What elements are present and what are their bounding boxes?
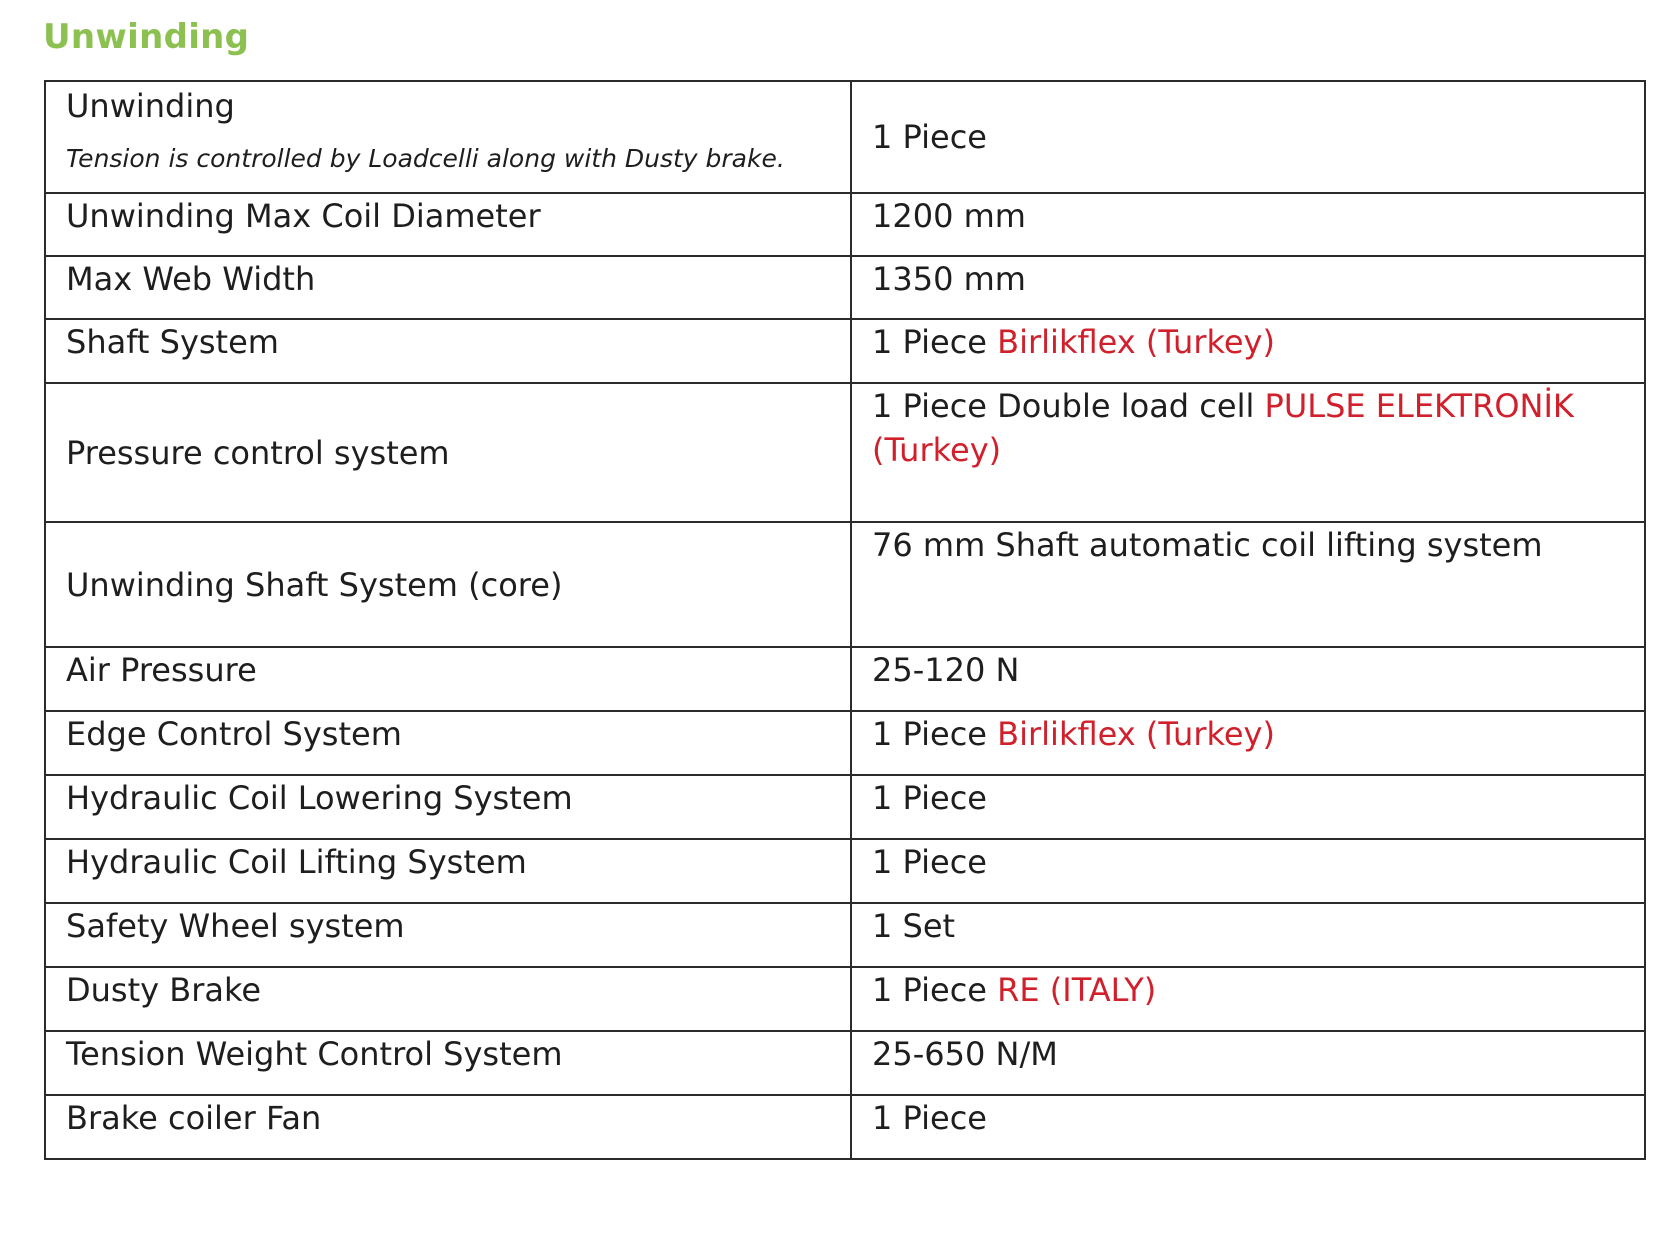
table-row: [45, 383, 1645, 522]
row-label: Unwinding Max Coil Diameter: [66, 197, 541, 235]
row-value-cell: [851, 193, 1645, 256]
row-value: 1200 mm: [872, 197, 1026, 235]
row-value: 1 Piece Double load cell: [872, 387, 1265, 425]
row-label: Pressure control system: [66, 433, 450, 472]
row-label-cell: [45, 647, 851, 711]
row-value: 25-650 N/M: [872, 1035, 1058, 1073]
row-label: Edge Control System: [66, 715, 402, 753]
row-label: Unwinding: [66, 87, 235, 125]
row-label: Hydraulic Coil Lifting System: [66, 843, 527, 881]
row-value-cell: [851, 256, 1645, 319]
row-value-cell: [851, 1031, 1645, 1095]
row-value-cell: [851, 775, 1645, 839]
row-value-cell: [851, 967, 1645, 1031]
row-value-cell: [851, 647, 1645, 711]
table-row: [45, 81, 1645, 193]
row-label: Brake coiler Fan: [66, 1099, 322, 1137]
row-value-cell: [851, 319, 1645, 383]
row-value: 1 Piece: [872, 1099, 987, 1137]
row-label-cell: [45, 81, 851, 193]
row-label: Unwinding Shaft System (core): [66, 565, 563, 604]
row-value-cell: [851, 711, 1645, 775]
row-label-cell: [45, 775, 851, 839]
row-value: 1 Piece: [872, 118, 987, 156]
row-value: 1 Piece: [872, 323, 998, 361]
section-title: Unwinding: [43, 17, 250, 57]
row-value: 1350 mm: [872, 260, 1026, 298]
table-row: [45, 319, 1645, 383]
row-value: 76 mm Shaft automatic coil lifting system: [872, 526, 1543, 564]
row-brand: Birlikflex (Turkey): [997, 715, 1275, 753]
row-label: Tension Weight Control System: [66, 1035, 563, 1073]
row-label-cell: [45, 522, 851, 647]
table-row: [45, 193, 1645, 256]
row-label-cell: [45, 256, 851, 319]
row-brand: Birlikflex (Turkey): [997, 323, 1275, 361]
row-value: 25-120 N: [872, 651, 1020, 689]
table-row: [45, 967, 1645, 1031]
row-value-cell: [851, 903, 1645, 967]
row-value-cell: [851, 839, 1645, 903]
row-value: 1 Piece: [872, 843, 987, 881]
row-value: 1 Piece: [872, 971, 998, 1009]
table-row: [45, 522, 1645, 647]
table-row: [45, 647, 1645, 711]
table-row: [45, 839, 1645, 903]
row-brand: RE (ITALY): [997, 971, 1157, 1009]
row-label: Dusty Brake: [66, 971, 262, 1009]
table-row: [45, 256, 1645, 319]
table-row: [45, 1031, 1645, 1095]
row-label-cell: [45, 967, 851, 1031]
row-label-cell: [45, 1095, 851, 1159]
row-label-cell: [45, 903, 851, 967]
row-label: Max Web Width: [66, 260, 316, 298]
row-label-cell: [45, 711, 851, 775]
row-label-cell: [45, 839, 851, 903]
row-label: Hydraulic Coil Lowering System: [66, 779, 573, 817]
row-value-cell: [851, 383, 1645, 522]
row-note: Tension is controlled by Loadcelli along with Dusty brake.: [66, 144, 785, 173]
table-row: [45, 711, 1645, 775]
table-row: [45, 775, 1645, 839]
row-label-cell: [45, 383, 851, 522]
table-row: [45, 903, 1645, 967]
row-value: 1 Piece: [872, 715, 998, 753]
row-label: Air Pressure: [66, 651, 257, 689]
row-value: 1 Set: [872, 907, 956, 945]
row-label: Shaft System: [66, 323, 279, 361]
row-label-cell: [45, 193, 851, 256]
row-value-cell: [851, 81, 1645, 193]
row-value: 1 Piece: [872, 779, 987, 817]
row-value-cell: [851, 1095, 1645, 1159]
row-brand: PULSE ELEKTRONİK (Turkey): [872, 387, 1574, 469]
row-label-cell: [45, 319, 851, 383]
row-label-cell: [45, 1031, 851, 1095]
table-row: [45, 1095, 1645, 1159]
spec-table: [44, 80, 1646, 1160]
row-value-cell: [851, 522, 1645, 647]
row-label: Safety Wheel system: [66, 907, 405, 945]
